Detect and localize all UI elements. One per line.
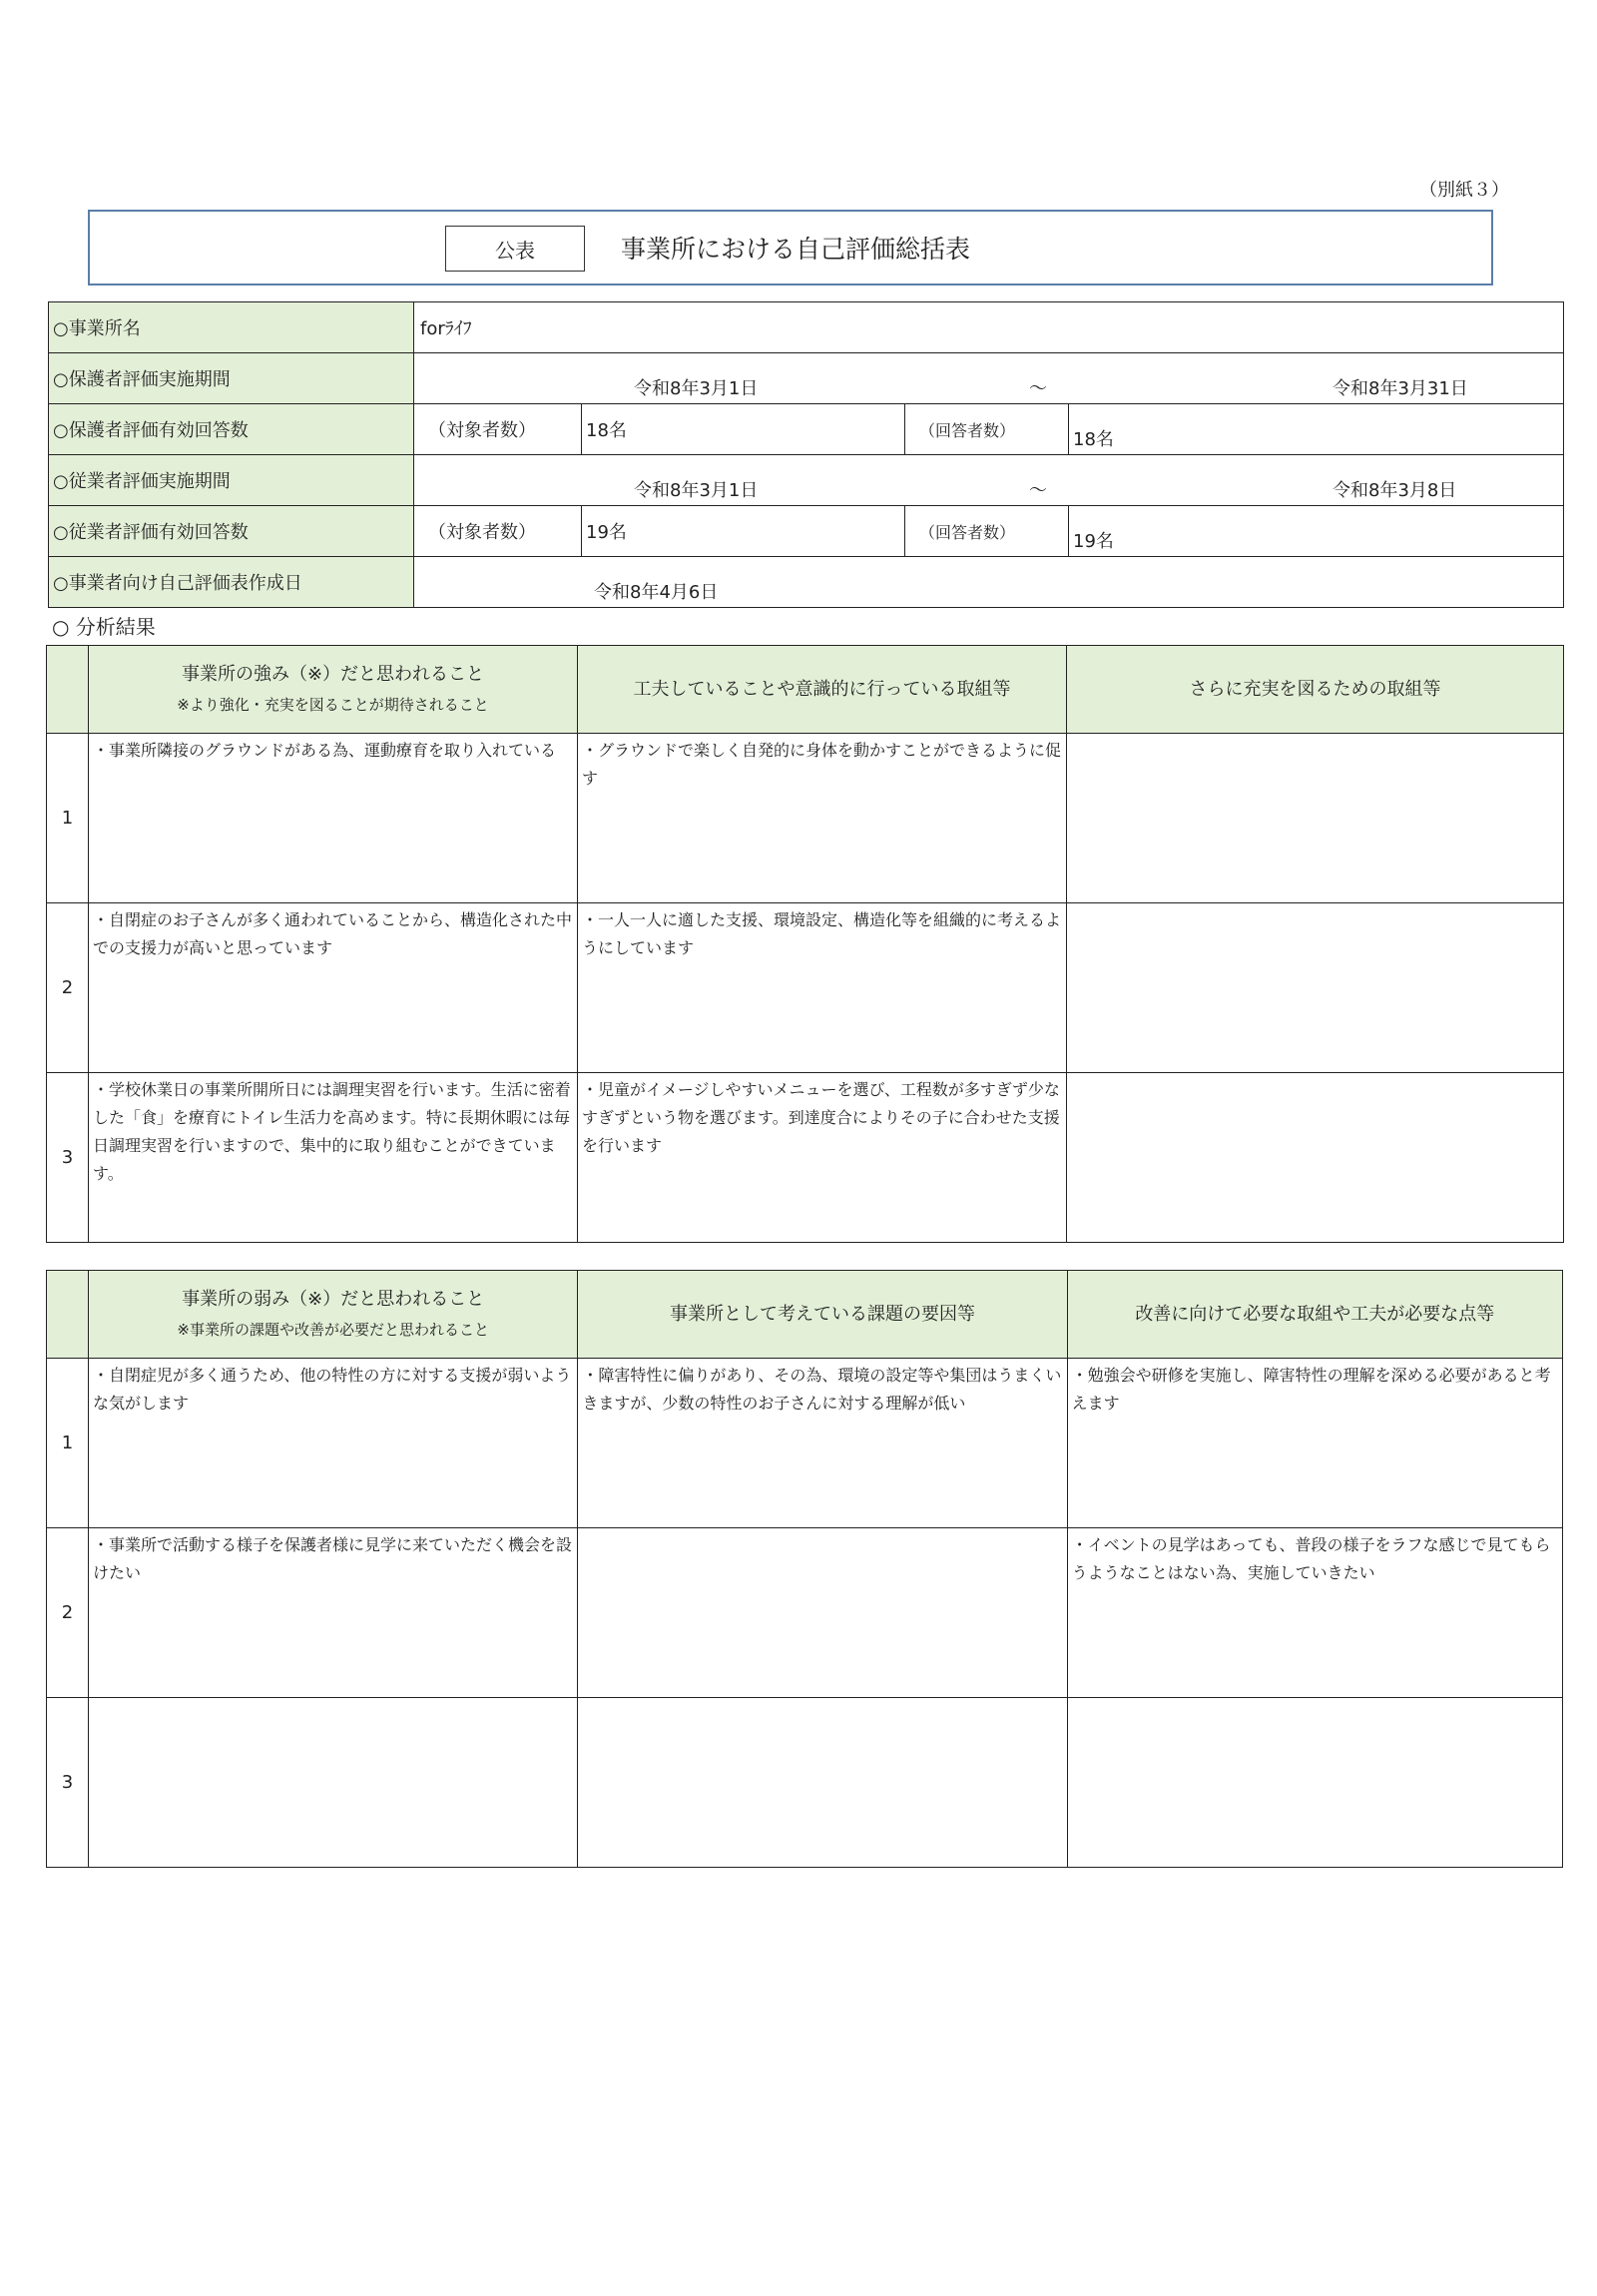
table-row [47, 1698, 1563, 1868]
header-number [47, 646, 89, 734]
staff-period-end: 令和8年3月8日 [1332, 480, 1457, 501]
facility-name-row [49, 302, 1564, 353]
staff-period-label: ○従業者評価実施期間 [49, 455, 414, 506]
strengths-col1-title: 事業所の強み（※）だと思われること [181, 663, 485, 685]
weaknesses-col1-header [89, 1271, 578, 1359]
staff-period-sep: ～ [1029, 480, 1047, 501]
staff-target-count: 19名 [582, 506, 905, 557]
created-date-value: 令和8年4月6日 [594, 582, 719, 603]
row-number: 3 [47, 1698, 89, 1868]
weaknesses-col3-header: 改善に向けて必要な取組や工夫が必要な点等 [1067, 1271, 1562, 1359]
effort-cell: ・グラウンドで楽しく自発的に身体を動かすことができるように促す [578, 734, 1067, 903]
analysis-label: ○ 分析結果 [52, 615, 156, 639]
strengths-table [46, 645, 1564, 1243]
strengths-header [47, 646, 1564, 734]
row-number: 1 [47, 1359, 89, 1528]
weaknesses-table [46, 1270, 1563, 1868]
staff-target-label: （対象者数） [414, 506, 582, 557]
title-box [88, 210, 1493, 286]
staff-respondent-label: （回答者数） [905, 506, 1069, 557]
row-number: 2 [47, 903, 89, 1073]
guardian-respondent-label: （回答者数） [905, 404, 1069, 455]
facility-name-label: ○事業所名 [49, 302, 414, 353]
weakness-cell: ・自閉症児が多く通うため、他の特性の方に対する支援が弱いような気がします [89, 1359, 578, 1528]
weaknesses-col2-header: 事業所として考えている課題の要因等 [578, 1271, 1067, 1359]
staff-respondent-count: 19名 [1069, 506, 1564, 557]
table-row [47, 903, 1564, 1073]
guardian-period-label: ○保護者評価実施期間 [49, 353, 414, 404]
strengths-col3-header: さらに充実を図るための取組等 [1067, 646, 1564, 734]
annex-label: （別紙３） [1419, 180, 1509, 201]
table-row [47, 1359, 1563, 1528]
guardian-target-label: （対象者数） [414, 404, 582, 455]
staff-period [414, 455, 1564, 506]
improvement-cell [1067, 1698, 1562, 1868]
effort-cell: ・一人一人に適した支援、環境設定、構造化等を組織的に考えるようにしています [578, 903, 1067, 1073]
enhance-cell [1067, 903, 1564, 1073]
strengths-col1-header [89, 646, 578, 734]
row-number: 1 [47, 734, 89, 903]
strength-cell: ・事業所隣接のグラウンドがある為、運動療育を取り入れている [89, 734, 578, 903]
created-date-label: ○事業者向け自己評価表作成日 [49, 557, 414, 608]
table-row [47, 1528, 1563, 1698]
cause-cell: ・障害特性に偏りがあり、その為、環境の設定等や集団はうまくいきますが、少数の特性のお子さんに対する理解が低い [578, 1359, 1067, 1528]
effort-cell: ・児童がイメージしやすいメニューを選び、工程数が多すぎず少なすぎずという物を選びます。到達度合によりその子に合わせた支援を行います [578, 1073, 1067, 1243]
weaknesses-header [47, 1271, 1563, 1359]
row-number: 3 [47, 1073, 89, 1243]
guardian-target-count: 18名 [582, 404, 905, 455]
staff-valid-row [49, 506, 1564, 557]
facility-name: forﾗｲﾌ [414, 302, 1564, 353]
page-title: 事業所における自己評価総括表 [621, 235, 971, 264]
guardian-valid-row [49, 404, 1564, 455]
improvement-cell: ・イベントの見学はあっても、普段の様子をラフな感じで見てもらうようなことはない為、実施していきたい [1067, 1528, 1562, 1698]
cause-cell [578, 1528, 1067, 1698]
table-row [47, 734, 1564, 903]
row-number: 2 [47, 1528, 89, 1698]
created-date [414, 557, 1564, 608]
strengths-col2-header: 工夫していることや意識的に行っている取組等 [578, 646, 1067, 734]
improvement-cell: ・勉強会や研修を実施し、障害特性の理解を深める必要があると考えます [1067, 1359, 1562, 1528]
enhance-cell [1067, 1073, 1564, 1243]
enhance-cell [1067, 734, 1564, 903]
table-row [47, 1073, 1564, 1243]
public-label: 公表 [445, 226, 585, 272]
strength-cell: ・学校休業日の事業所開所日には調理実習を行います。生活に密着した「食」を療育にトイレ生活力を高めます。特に長期休暇には毎日調理実習を行いますので、集中的に取り組むことができています。 [89, 1073, 578, 1243]
guardian-period-end: 令和8年3月31日 [1332, 378, 1468, 399]
guardian-period-start: 令和8年3月1日 [634, 378, 759, 399]
info-table [48, 301, 1564, 608]
guardian-period-sep: ～ [1029, 378, 1047, 399]
staff-valid-label: ○従業者評価有効回答数 [49, 506, 414, 557]
guardian-period-row [49, 353, 1564, 404]
strength-cell: ・自閉症のお子さんが多く通われていることから、構造化された中での支援力が高いと思っています [89, 903, 578, 1073]
guardian-respondent-count: 18名 [1069, 404, 1564, 455]
weaknesses-col1-title: 事業所の弱み（※）だと思われること [182, 1288, 485, 1310]
guardian-valid-label: ○保護者評価有効回答数 [49, 404, 414, 455]
weaknesses-col1-sub: ※事業所の課題や改善が必要だと思われること [177, 1320, 489, 1339]
staff-period-start: 令和8年3月1日 [634, 480, 759, 501]
created-date-row [49, 557, 1564, 608]
weakness-cell: ・事業所で活動する様子を保護者様に見学に来ていただく機会を設けたい [89, 1528, 578, 1698]
strengths-col1-sub: ※より強化・充実を図ることが期待されること [177, 695, 489, 714]
cause-cell [578, 1698, 1067, 1868]
header-number [47, 1271, 89, 1359]
guardian-period [414, 353, 1564, 404]
weakness-cell [89, 1698, 578, 1868]
staff-period-row [49, 455, 1564, 506]
